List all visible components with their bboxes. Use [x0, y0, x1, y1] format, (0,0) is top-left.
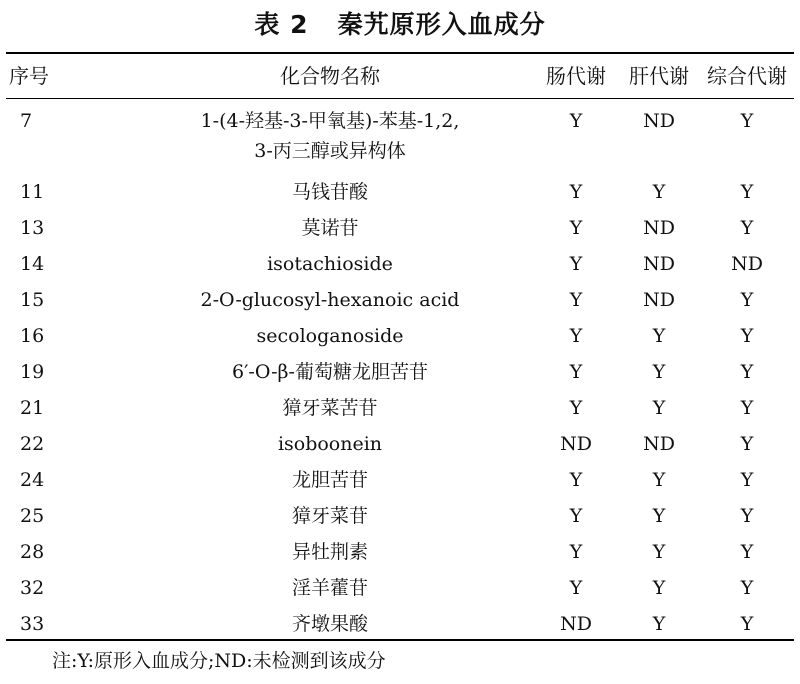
liver-result: Y: [652, 397, 666, 419]
row-number: 14: [20, 253, 45, 275]
compound-name: 龙胆苦苷: [291, 469, 368, 491]
liver-result: Y: [652, 505, 666, 527]
row-number: 11: [20, 181, 45, 203]
liver-result: Y: [652, 613, 666, 635]
table-row: [0, 108, 800, 166]
gut-result: Y: [569, 469, 583, 491]
liver-result: Y: [652, 469, 666, 491]
compound-name-continued: 3-丙三醇或异构体: [254, 140, 406, 162]
gut-result: ND: [560, 613, 592, 635]
row-number: 21: [20, 397, 45, 419]
gut-result: Y: [569, 289, 583, 311]
row-number: 15: [20, 289, 45, 311]
combined-result: Y: [740, 397, 754, 419]
header-combined-metabolism: 综合代谢: [707, 64, 787, 88]
row-number: 25: [20, 505, 45, 527]
compound-name: isotachioside: [267, 253, 393, 275]
gut-result: Y: [569, 541, 583, 563]
table-top-rule: [6, 52, 794, 54]
liver-result: Y: [652, 181, 666, 203]
compound-name: isoboonein: [277, 433, 383, 455]
gut-result: Y: [569, 361, 583, 383]
header-compound-name: 化合物名称: [280, 64, 380, 88]
combined-result: Y: [740, 217, 754, 239]
combined-result: Y: [740, 181, 754, 203]
compound-name: 马钱苷酸: [291, 181, 368, 203]
compound-name: 淫羊藿苷: [291, 577, 368, 599]
liver-result: ND: [643, 253, 675, 275]
table-bottom-rule: [6, 639, 794, 641]
combined-result: Y: [740, 541, 754, 563]
liver-result: Y: [652, 541, 666, 563]
combined-result: Y: [740, 613, 754, 635]
compound-name: 异牡荆素: [291, 541, 368, 563]
gut-result: Y: [569, 577, 583, 599]
liver-result: ND: [643, 217, 675, 239]
gut-result: Y: [569, 325, 583, 347]
combined-result: Y: [740, 110, 754, 132]
liver-result: Y: [652, 361, 666, 383]
compound-name: 莫诺苷: [301, 217, 359, 239]
row-number: 19: [20, 361, 45, 383]
combined-result: Y: [740, 577, 754, 599]
liver-result: Y: [652, 577, 666, 599]
compound-name: 獐牙菜苷: [291, 505, 368, 527]
compound-name: 6′-O-β-葡萄糖龙胆苦苷: [232, 361, 428, 383]
row-number: 16: [20, 325, 45, 347]
liver-result: Y: [652, 325, 666, 347]
combined-result: Y: [740, 325, 754, 347]
compound-name: 2-O-glucosyl-hexanoic acid: [200, 289, 460, 311]
combined-result: Y: [740, 469, 754, 491]
combined-result: Y: [740, 505, 754, 527]
row-number: 22: [20, 433, 45, 455]
liver-result: ND: [643, 110, 675, 132]
row-number: 33: [20, 613, 45, 635]
compound-name: 1-(4-羟基-3-甲氧基)-苯基-1,2,: [200, 110, 460, 132]
gut-result: Y: [569, 253, 583, 275]
compound-name: secologanoside: [256, 325, 404, 347]
table-title: 表 2 秦艽原形入血成分: [254, 10, 546, 39]
table-header-rule: [6, 98, 794, 99]
gut-result: ND: [560, 433, 592, 455]
gut-result: Y: [569, 110, 583, 132]
gut-result: Y: [569, 397, 583, 419]
row-number: 32: [20, 577, 45, 599]
header-liver-metabolism: 肝代谢: [629, 64, 689, 88]
compound-name: 齐墩果酸: [291, 613, 368, 635]
row-number: 13: [20, 217, 45, 239]
row-number: 24: [20, 469, 45, 491]
liver-result: ND: [643, 433, 675, 455]
table-footnote: 注:Y:原形入血成分;ND:未检测到该成分: [52, 650, 386, 672]
combined-result: ND: [731, 253, 763, 275]
combined-result: Y: [740, 289, 754, 311]
row-number: 7: [20, 110, 33, 132]
gut-result: Y: [569, 181, 583, 203]
header-index: 序号: [9, 64, 49, 88]
liver-result: ND: [643, 289, 675, 311]
combined-result: Y: [740, 433, 754, 455]
compound-name: 獐牙菜苦苷: [282, 397, 378, 419]
gut-result: Y: [569, 505, 583, 527]
header-gut-metabolism: 肠代谢: [546, 64, 606, 88]
gut-result: Y: [569, 217, 583, 239]
combined-result: Y: [740, 361, 754, 383]
row-number: 28: [20, 541, 45, 563]
